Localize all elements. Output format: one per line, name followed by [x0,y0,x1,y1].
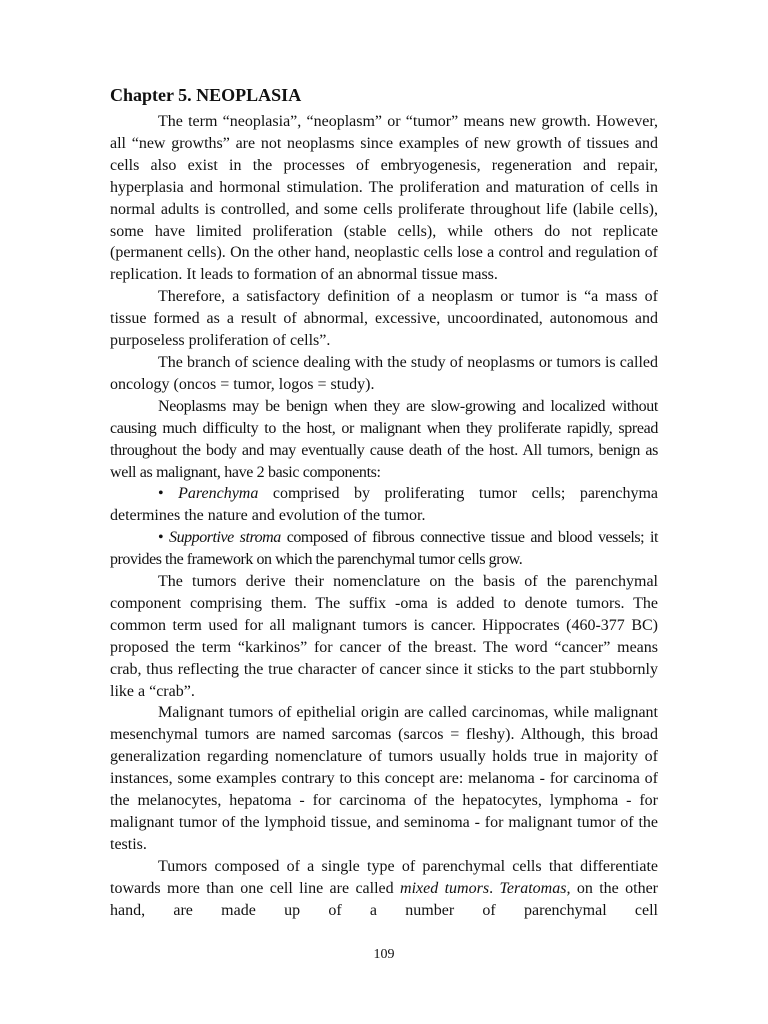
term-parenchyma: Parenchyma [178,485,259,503]
stroma-text: composed of fibrous connective tissue and blood vessels; it provides the framework on which the parenchymal tumor cells grow. [110,529,658,569]
paragraph-stroma [110,527,658,571]
bullet: • [158,485,164,503]
chapter-title: Chapter 5. NEOPLASIA [110,85,302,105]
paragraph-mixed-tumors [110,856,658,922]
paragraph-carcinomas-sarcomas: Malignant tumors of epithelial origin are called carcinomas, while malignant mesenchymal tumors are named sarcomas (sarcos = fleshy). Although, this broad generalization regarding nomenclature of tumors usually holds true in majority of instances, some examples contrary to this concept are: melanoma - for carcinoma of the melanocytes, hepatoma - for carcinoma of the hepatocytes, lymphoma - for malignant tumor of the lymphoid tissue, and seminoma - for malignant tumor of the testis. [110,704,658,853]
bullet: • [158,529,164,547]
paragraph-nomenclature: The tumors derive their nomenclature on the basis of the parenchymal component comprising them. The suffix -oma is added to denote tumors. The common term used for all malignant tumors is cancer. Hippocrates (460-377 BC) proposed the term “karkinos” for cancer of the breast. The word “cancer” means crab, thus reflecting the true character of cancer since it sticks to the part stubbornly like a “crab”. [110,573,658,700]
term-supportive-stroma: Supportive stroma [169,529,281,547]
paragraph-neoplasia-definition: The term “neoplasia”, “neoplasm” or “tumor” means new growth. However, all “new growths” are not neoplasms since examples of new growth of tissues and cells also exist in the processes of embryogenesis, regeneration and repair, hyperplasia and hormonal stimulation. The proliferation and maturation of cells in normal adults is controlled, and some cells proliferate throughout life (labile cells), some have limited proliferation (stable cells), while others do not replicate (permanent cells). On the other hand, neoplastic cells lose a control and regulation of replication. It leads to formation of an abnormal tissue mass. [110,113,658,284]
body-text [110,111,658,922]
paragraph-tumor-definition: Therefore, a satisfactory definition of a neoplasm or tumor is “a mass of tissue formed as a result of abnormal, excessive, uncoordinated, autonomous and purposeless proliferation of cells”. [110,288,658,350]
mixed-tumors-text-b: . [489,879,500,897]
term-mixed-tumors: mixed tumors [400,879,490,897]
parenchyma-text: comprised by proliferating tumor cells; parenchyma determines the nature and evolution of the tumor. [110,485,659,525]
paragraph-oncology: The branch of science dealing with the study of neoplasms or tumors is called oncology (oncos = tumor, logos = study). [110,353,658,393]
paragraph-benign-malignant: Neoplasms may be benign when they are slow-growing and localized without causing much difficulty to the host, or malignant when they proliferate rapidly, spread throughout the body and may eventually cause death of the host. All tumors, benign as well as malignant, have 2 basic components: [110,397,658,481]
mixed-tumors-text-c: on the other hand, are made up of a number of parenchymal cell [110,879,659,919]
paragraph-parenchyma [110,483,658,527]
mixed-tumors-text-a: Tumors composed of a single type of parenchymal cells that differentiate towards more than one cell line are called [110,857,658,897]
page-number: 109 [373,947,395,962]
term-teratomas: Teratomas, [499,879,571,897]
